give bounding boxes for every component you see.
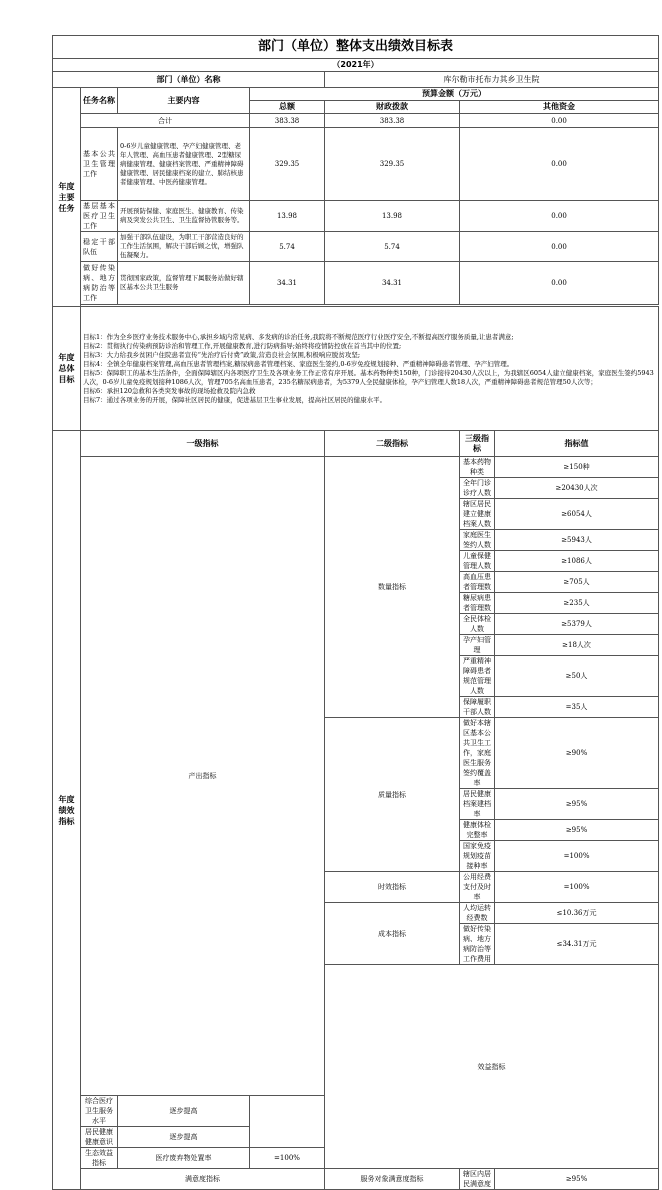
task-total: 5.74 — [250, 232, 325, 262]
output-indicator-label: 产出指标 — [81, 457, 325, 1096]
indicator-value: ≥95% — [495, 820, 659, 841]
timeliness-indicator-label: 时效指标 — [325, 872, 460, 903]
indicator-value: ≥235人 — [495, 593, 659, 614]
service-satisfaction-indicator-label: 服务对象满意度指标 — [325, 1169, 460, 1190]
task-content: 贯彻国家政策，监督管理下属服务站做好辖区基本公共卫生服务 — [118, 262, 250, 305]
main-content-header: 主要内容 — [118, 88, 250, 114]
indicator-value: ≥705人 — [495, 572, 659, 593]
unit-name-label: 部门（单位）名称 — [53, 72, 325, 88]
level1-header: 一级指标 — [81, 431, 325, 457]
task-name: 做好传染病、地方病防治等工作 — [81, 262, 118, 305]
level3-indicator: 辖区居民建立健康档案人数 — [460, 499, 495, 530]
indicator-value: ≥50人 — [495, 656, 659, 697]
indicator-value: ≤10.36万元 — [495, 903, 659, 924]
table-year: （2021年） — [53, 59, 659, 72]
performance-table — [52, 35, 659, 1190]
level3-indicator: 做好本辖区基本公共卫生工作，家庭医生服务签约覆盖率 — [460, 718, 495, 789]
task-fiscal: 34.31 — [325, 262, 460, 305]
indicator-value: ≥18人次 — [495, 635, 659, 656]
quantity-indicator-label: 数量指标 — [325, 457, 460, 718]
task-content: 加强干部队伍建设，为职工干部营造良好的工作生活氛围，解决干部后顾之忧，增强队伍凝聚力。 — [118, 232, 250, 262]
goal-item: 目标3：大力给我乡贫困户住院患者宣传“先治疗后付费”政策,营造良社会氛围,积极响应脱贫攻坚; — [83, 350, 361, 359]
task-other: 0.00 — [460, 262, 659, 305]
task-content: 0-6岁儿童健康管理、孕产妇健康管理、老年人管理、高血压患者健康管理、2型糖尿病健康管理、健康档案管理、严重精神障碍健康管理、居民健康档案的建立、肺结核患者健康管理、中医药健康管理。 — [118, 128, 250, 201]
level3-indicator: 居民健康档案建档率 — [460, 789, 495, 820]
level3-indicator: 人均运转经费数 — [460, 903, 495, 924]
level3-indicator: 孕产妇管理 — [460, 635, 495, 656]
indicator-value: ≥20430人次 — [495, 478, 659, 499]
indicator-value: ≥1086人 — [495, 551, 659, 572]
level3-indicator: 基本药物种类 — [460, 457, 495, 478]
indicator-value: ≥5943人 — [495, 530, 659, 551]
total-row-other: 0.00 — [460, 114, 659, 128]
total-header: 总额 — [250, 101, 325, 114]
level3-indicator: 全民体检人数 — [460, 614, 495, 635]
indicator-value: ≥90% — [495, 718, 659, 789]
level3-indicator: 公用经费支付及时率 — [460, 872, 495, 903]
indicator-value-header: 指标值 — [495, 431, 659, 457]
task-total: 329.35 — [250, 128, 325, 201]
task-content: 开展预防保健、家庭医生、健康教育、传染病及突发公共卫生、卫生监督协管服务等。 — [118, 201, 250, 232]
level3-indicator: 综合医疗卫生服务水平 — [81, 1096, 118, 1127]
task-fiscal: 5.74 — [325, 232, 460, 262]
performance-target-sheet — [52, 35, 658, 1190]
indicator-value: ≥95% — [495, 789, 659, 820]
table-row — [53, 457, 659, 478]
other-funds-header: 其他资金 — [460, 101, 659, 114]
budget-amount-header: 预算金额（万元） — [250, 88, 659, 101]
goal-item: 目标1：作为全乡医疗业务技术服务中心,承担乡域内常见病、多发病的诊治任务,我院将不断规范医疗行业医疗安全,不断提高医疗服务质量,让患者满意; — [83, 332, 514, 341]
quality-indicator-label: 质量指标 — [325, 718, 460, 872]
task-fiscal: 329.35 — [325, 128, 460, 201]
level3-indicator: 健康体检完整率 — [460, 820, 495, 841]
table-row — [53, 201, 659, 232]
table-row — [53, 1169, 659, 1190]
level3-header: 三级指标 — [460, 431, 495, 457]
level3-indicator: 全年门诊诊疗人数 — [460, 478, 495, 499]
table-row — [53, 114, 659, 128]
goal-item: 目标6：承担120急救和各类突发事故的现场抢救及院内急救 — [83, 386, 256, 395]
task-name: 基本公共卫生管理工作 — [81, 128, 118, 201]
indicator-value: ≥95% — [495, 1169, 659, 1190]
unit-name-value: 库尔勒市托布力其乡卫生院 — [325, 72, 659, 88]
level3-indicator: 辖区内居民满意度 — [460, 1169, 495, 1190]
annual-task-section-label: 年度主要任务 — [53, 88, 81, 307]
task-fiscal: 13.98 — [325, 201, 460, 232]
ecological-benefit-indicator-label: 生态效益指标 — [81, 1148, 118, 1169]
table-row — [53, 128, 659, 201]
total-row-fiscal: 383.38 — [325, 114, 460, 128]
fiscal-header: 财政拨款 — [325, 101, 460, 114]
annual-goals-text — [81, 307, 659, 431]
annual-performance-label: 年度绩效指标 — [53, 431, 81, 1190]
level3-indicator: 医疗废弃物处置率 — [118, 1148, 250, 1169]
indicator-value: =100% — [495, 841, 659, 872]
task-other: 0.00 — [460, 201, 659, 232]
level3-indicator: 高血压患者管理数 — [460, 572, 495, 593]
indicator-value: =100% — [250, 1148, 325, 1169]
level2-header: 二级指标 — [325, 431, 460, 457]
annual-goals-label: 年度总体目标 — [53, 307, 81, 431]
benefit-indicator-label: 效益指标 — [325, 965, 659, 1169]
goal-item: 目标5：保障职工的基本生活条件，全面保障辖区内各项医疗卫生及各项业务工作正常有序开展。基本药物种类150种，门诊接待20430人次以上，为我辖区6054人建立健康档案，家庭医生签约5943人次，0-6岁儿童免疫规划接种1086人次，管理705名高血压患者，235名糖尿病患者，为5379人全民健康体检，孕产妇管理人数18人次，严重精神障碍患者规范管理50人次等； — [83, 368, 654, 386]
total-row-total: 383.38 — [250, 114, 325, 128]
satisfaction-indicator-label: 满意度指标 — [81, 1169, 325, 1190]
goal-item: 目标7：通过各项业务的开展，保障社区居民的健康，促进基层卫生事业发展，提高社区居民的健康水平。 — [83, 395, 387, 404]
task-name: 稳定干部队伍 — [81, 232, 118, 262]
indicator-value: =35人 — [495, 697, 659, 718]
goal-item: 目标2：贯彻执行传染病预防诊治和管理工作,开展健康教育,进行防病指导;始终将疫情防控放在首当其中的位置; — [83, 341, 402, 350]
task-total: 13.98 — [250, 201, 325, 232]
table-row — [53, 232, 659, 262]
indicator-value: 逐步提高 — [118, 1127, 250, 1148]
task-other: 0.00 — [460, 128, 659, 201]
table-title: 部门（单位）整体支出绩效目标表 — [53, 36, 659, 59]
level3-indicator: 糖尿病患者管理数 — [460, 593, 495, 614]
table-row — [53, 262, 659, 305]
goal-item: 目标4：全镇全年健康档案管理,高血压患者管理档案,糖尿病患者管理档案、家庭医生签约,0-6岁免疫规划接种、严重精神障碍患者管理、孕产妇管理。 — [83, 359, 514, 368]
indicator-value: =100% — [495, 872, 659, 903]
indicator-value: 逐步提高 — [118, 1096, 250, 1127]
level3-indicator: 保障履职干部人数 — [460, 697, 495, 718]
task-total: 34.31 — [250, 262, 325, 305]
level3-indicator: 严重精神障碍患者规范管理人数 — [460, 656, 495, 697]
level3-indicator: 家庭医生签约人数 — [460, 530, 495, 551]
level3-indicator: 儿童保健管理人数 — [460, 551, 495, 572]
level3-indicator: 做好传染病、地方病防治等工作费用 — [460, 924, 495, 965]
task-other: 0.00 — [460, 232, 659, 262]
cost-indicator-label: 成本指标 — [325, 903, 460, 965]
indicator-value: ≥6054人 — [495, 499, 659, 530]
indicator-value: ≤34.31万元 — [495, 924, 659, 965]
total-row-label: 合计 — [81, 114, 250, 128]
task-name: 基层基本医疗卫生工作 — [81, 201, 118, 232]
task-name-header: 任务名称 — [81, 88, 118, 114]
level3-indicator: 居民健康健康意识 — [81, 1127, 118, 1148]
level3-indicator: 国家免疫规划疫苗接种率 — [460, 841, 495, 872]
indicator-value: ≥5379人 — [495, 614, 659, 635]
indicator-value: ≥150种 — [495, 457, 659, 478]
